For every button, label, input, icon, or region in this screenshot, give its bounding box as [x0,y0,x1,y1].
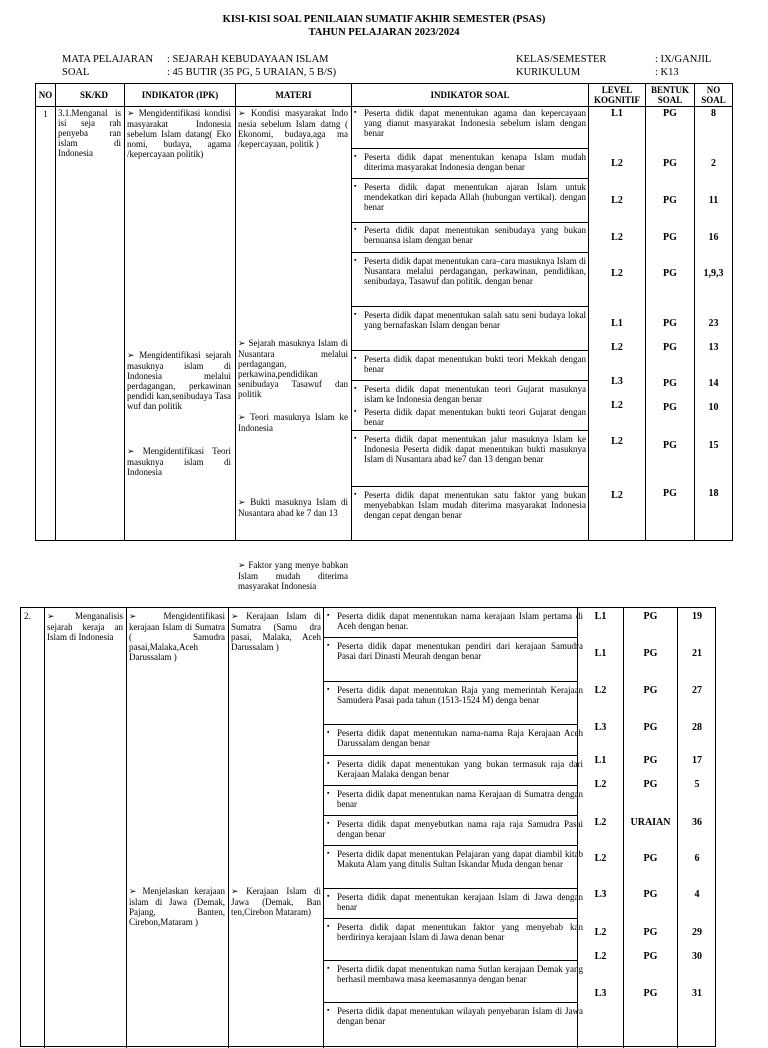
materi-1-5: ➢ Faktor yang menye babkan Islam mudah diterima masyarakat Indonesia [238,560,348,591]
bentuk-1-4: PG [663,232,677,243]
skkd-1: 3.1.Menganal is isi seja rah penyeba ran islam di Indonesia [58,108,121,158]
level-2-6: L2 [594,779,607,790]
indikator-2-13: ▪ Peserta didik dapat menentukan wilayah penyebaran Islam di Jawa dengan benar [327,1006,583,1026]
indikator-2-7: ▪ Peserta didik dapat menyebutkan nama raja raja Samudra Pasai dengan benar [327,819,583,839]
kisi-kisi-table-2 [20,607,716,1047]
indikator-2-8: ▪ Peserta didik dapat menentukan Pelajaran yang dapat diambil kitab Makuta Alam yang ditulis Sultan Iskandar Muda dengan benar [327,849,583,869]
indikator-1-11: ▪ Peserta didik dapat menentukan jalur masuknya Islam ke Indonesia Peserta didik dapat menentukan bukti masuknya Islam di Nusantara abad ke7 dan 13 dengan benar [354,434,586,464]
level-1-12: L2 [611,490,623,501]
level-1-3: L2 [611,195,623,206]
nosoal-1-7: 13 [708,342,719,353]
bentuk-1-3: PG [663,195,677,206]
nosoal-2-12: 31 [692,988,702,999]
indikator-2-10: ▪ Peserta didik dapat menentukan faktor yang menyebab kan berdirinya kerajaan Islam di Jawa denan benar [327,922,583,942]
mapel-value: : SEJARAH KEBUDAYAAN ISLAM [167,54,329,65]
nosoal-1-11: 15 [708,440,719,451]
kelas-value: : IX/GANJIL [655,54,712,65]
indikator-2-5: ▪ Peserta didik dapat menentukan yang bukan termasuk raja dari Kerajaan Malaka dengan benar [327,759,583,779]
bentuk-2-8: PG [643,853,658,864]
indikator-2-3: ▪ Peserta didik dapat menentukan Raja yang memerintah Kerajaan Samudera Pasai pada tahun (1513-1524 M) denga benar [327,685,583,705]
nosoal-2-3: 27 [692,685,702,696]
level-2-4: L3 [594,722,607,733]
indikator-1-12: ▪ Peserta didik dapat menentukan satu faktor yang bukan menyebabkan Islam mudah diterima masyarakat Indonesia dengan cepat dengan benar [354,490,586,520]
indikator-1-3: ▪ Peserta didik dapat menentukan ajaran Islam untuk mendekatkan diri kepada Allah (hubungan vertikal). dengan benar [354,182,586,212]
level-1-5: L2 [611,268,623,279]
indikator-1-2: ▪ Peserta didik dapat menentukan kenapa Islam mudah diterima masyarakat Indonesia dengan benar [354,152,586,172]
nosoal-2-11: 30 [692,951,702,962]
level-2-1: L1 [594,611,607,622]
nosoal-2-5: 17 [692,755,702,766]
indikator-1-4: ▪ Peserta didik dapat menentukan senibudaya yang bukan bernuansa islam dengan benar [354,225,586,245]
indikator-2-2: ▪ Peserta didik dapat menentukan pendiri dari kerajaan Samudra Pasai dari Dinasti Meurah dengan benar [327,641,583,661]
level-2-12: L3 [594,988,607,999]
soal-value: : 45 BUTIR (35 PG, 5 URAIAN, 5 B/S) [167,67,337,78]
materi-2-2: ➢ Kerajaan Islam di Jawa (Demak, Ban ten,Cirebon Mataram) [231,886,321,917]
bentuk-1-1: PG [663,108,677,119]
indikator-1-6: ▪ Peserta didik dapat menentukan salah satu seni budaya lokal yang bernafaskan Islam dengan benar [354,310,586,330]
materi-1-4: ➢ Bukti masuknya Islam di Nusantara abad ke 7 dan 13 [238,497,348,518]
level-1-9: L2 [611,400,623,411]
skkd-2: ➢ Menganalisis sejarah keraja an Islam di Indonesia [47,611,123,642]
kisi-kisi-table-1 [35,83,733,591]
bentuk-2-10: PG [643,927,658,938]
bentuk-2-12: PG [643,988,658,999]
indikator-2-4: ▪ Peserta didik dapat menentukan nama-nama Raja Kerajaan Aceh Darussalam dengan benar [327,728,583,748]
row-no-1: 1 [43,109,48,119]
level-1-11: L2 [611,436,623,447]
indikator-2-9: ▪ Peserta didik dapat menentukan kerajaan Islam di Jawa dengan benar [327,892,583,912]
nosoal-2-9: 4 [694,889,700,900]
nosoal-2-8: 6 [694,853,700,864]
bentuk-2-6: PG [643,779,658,790]
indikator-1-5: ▪ Peserta didik dapat menentukan cara–cara masuknya Islam di Nusantara melalui perdagangan, perkawinan, pendidikan, senibudaya, Tasawuf dan politik. dengan benar [354,256,586,286]
col-no: NO [38,90,53,100]
level-1-6: L1 [611,318,623,329]
nosoal-1-12: 18 [708,488,719,499]
nosoal-1-2: 2 [711,158,716,169]
level-2-11: L2 [594,951,607,962]
indikator-2-6: ▪ Peserta didik dapat menentukan nama Kerajaan di Sumatra dengan benar [327,789,583,809]
materi-1-2: ➢ Sejarah masuknya Islam di Nusantara melalui perdagangan, perkawina,pendidikan senibudaya Tasawuf dan politik [238,338,348,399]
indikator-1-9: ▪ Peserta didik dapat menentukan teori Gujarat masuknya islam ke Indonesia dengan benar [354,384,586,404]
kurikulum-value: : K13 [655,67,679,78]
indikator-1-1: ▪ Peserta didik dapat menentukan agama dan kepercayaan yang dianut masyarakat Indonesia sebelum islam dengan benar [354,108,586,138]
nosoal-2-4: 28 [692,722,702,733]
bentuk-2-2: PG [643,648,658,659]
bentuk-1-5: PG [663,268,677,279]
ipk-2-1: ➢ Mengidentifikasi kerajaan Islam di Sumatra ( Samudra pasai,Malaka,Aceh Darussalam ) [129,611,225,662]
indikator-2-12: ▪ Peserta didik dapat menentukan nama Sutlan kerajaan Demak yang berhasil membawa masa keemasannya dengan benar [327,964,583,984]
nosoal-2-2: 21 [692,648,702,659]
ipk-1-2: ➢ Mengidentifikasi sejarah masuknya islam di Indonesia melalui perdagangan, perkawinan pendidi kan,senibudaya Tasa wuf dan politik [127,350,231,411]
level-2-5: L1 [594,755,607,766]
col-bentuk: BENTUK SOAL [650,85,689,105]
level-2-9: L3 [594,889,607,900]
nosoal-1-5: 1,9,3 [703,268,724,279]
bentuk-2-11: PG [643,951,658,962]
row-no-2: 2. [24,611,31,621]
bentuk-1-7: PG [663,342,677,353]
level-2-8: L2 [594,853,607,864]
col-materi: MATERI [275,90,312,100]
nosoal-1-3: 11 [708,195,719,206]
indikator-1-8: ▪ Peserta didik dapat menentukan bukti teori Mekkah dengan benar [354,354,586,374]
nosoal-2-6: 5 [694,779,700,790]
doc-subtitle: TAHUN PELAJARAN 2023/2024 [308,27,460,38]
soal-label: SOAL [62,67,90,78]
bentuk-2-9: PG [643,889,658,900]
level-1-7: L2 [611,342,623,353]
nosoal-2-1: 19 [692,611,702,622]
nosoal-2-10: 29 [692,927,702,938]
kelas-label: KELAS/SEMESTER [516,54,607,65]
materi-1-3: ➢ Teori masuknya Islam ke Indonesia [238,412,348,433]
nosoal-2-7: 36 [692,817,702,828]
col-nosoal: NO SOAL [701,85,726,105]
col-level: LEVEL KOGNITIF [593,85,640,105]
bentuk-1-6: PG [663,318,677,329]
level-2-10: L2 [594,927,607,938]
materi-2-1: ➢ Kerajaan Islam di Sumatra (Samu dra pasai, Malaka, Aceh Darussalam ) [231,611,321,652]
nosoal-1-8: 14 [708,378,719,389]
bentuk-2-1: PG [643,611,658,622]
kurikulum-label: KURIKULUM [516,67,581,78]
doc-title: KISI-KISI SOAL PENILAIAN SUMATIF AKHIR SEMESTER (PSAS) [222,14,546,25]
bentuk-1-2: PG [663,158,677,169]
nosoal-1-6: 23 [708,318,719,329]
bentuk-1-11: PG [663,440,677,451]
nosoal-1-9: 10 [708,402,719,413]
mapel-label: MATA PELAJARAN [62,54,154,65]
nosoal-1-4: 16 [708,232,719,243]
bentuk-1-12: PG [663,488,677,499]
bentuk-2-3: PG [643,685,658,696]
level-1-2: L2 [611,158,623,169]
indikator-1-10: ▪ Peserta didik dapat menentukan bukti teori Gujarat dengan benar [354,407,586,427]
bentuk-1-9: PG [663,402,677,413]
level-2-2: L1 [594,648,607,659]
bentuk-2-5: PG [643,755,658,766]
level-1-8: L3 [611,376,623,387]
materi-1-1: ➢ Kondisi masyarakat Indo nesia sebelum Islam datng ( Ekonomi, budaya,aga ma /kepercayaan, politik ) [238,108,348,149]
ipk-2-2: ➢ Menjelaskan kerajaan islam di Jawa (Demak, Pajang, Banten, Cirebon,Mataram ) [129,886,225,927]
bentuk-1-8: PG [663,378,677,389]
level-2-7: L2 [594,817,607,828]
nosoal-1-1: 8 [711,108,716,119]
bentuk-2-7: URAIAN [630,817,671,828]
col-indikator-soal: INDIKATOR SOAL [430,90,510,100]
level-1-1: L1 [611,108,623,119]
bentuk-2-4: PG [643,722,658,733]
col-ipk: INDIKATOR (IPK) [141,90,219,100]
level-1-4: L2 [611,232,623,243]
ipk-1-1: ➢ Mengidentifikasi kondisi masyarakat Indonesia sebelum Islam datang( Eko nomi, budaya, agama /kepercayaan politik) [127,108,231,159]
ipk-1-3: ➢ Mengidentifikasi Teori masuknya islam di Indonesia [127,446,231,477]
level-2-3: L2 [594,685,607,696]
col-skkd: SK/KD [79,90,108,100]
indikator-2-1: ▪ Peserta didik dapat menentukan nama kerajaan Islam pertama di Aceh dengan benar. [327,611,583,631]
